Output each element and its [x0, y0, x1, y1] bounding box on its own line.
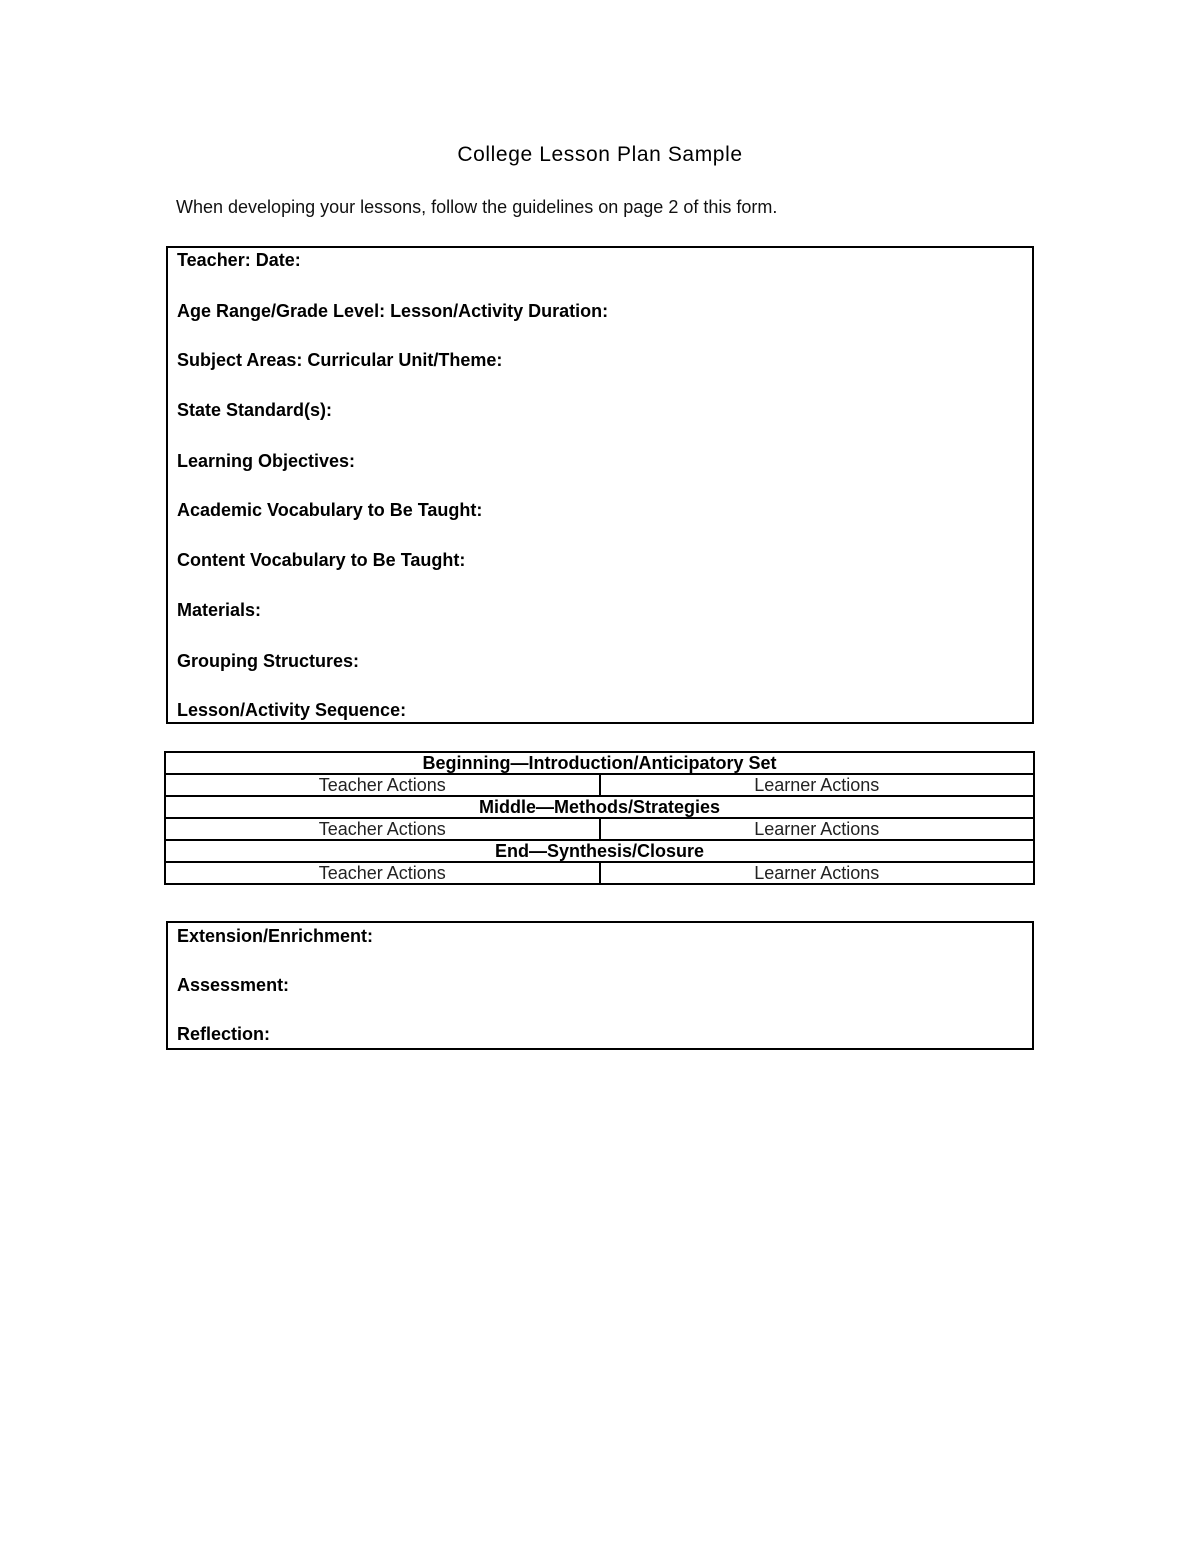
teacher-actions-cell: Teacher Actions	[165, 774, 600, 796]
subject-areas-field: Subject Areas: Curricular Unit/Theme:	[177, 350, 503, 370]
intro-text: When developing your lessons, follow the guidelines on page 2 of this form.	[176, 197, 778, 217]
content-vocabulary-field: Content Vocabulary to Be Taught:	[177, 550, 466, 570]
phase-beginning-header: Beginning—Introduction/Anticipatory Set	[165, 752, 1034, 774]
teacher-actions-cell: Teacher Actions	[165, 862, 600, 884]
table-row	[165, 840, 1034, 862]
learning-objectives-field: Learning Objectives:	[177, 451, 356, 471]
materials-field: Materials:	[177, 600, 262, 620]
phase-end-header: End—Synthesis/Closure	[165, 840, 1034, 862]
page-title: College Lesson Plan Sample	[457, 143, 743, 166]
table-row	[165, 796, 1034, 818]
lesson-info-box	[166, 246, 1034, 724]
sequence-table	[164, 751, 1035, 885]
table-row	[165, 862, 1034, 884]
table-row	[165, 818, 1034, 840]
assessment-field: Assessment:	[177, 975, 290, 995]
extension-enrichment-field: Extension/Enrichment:	[177, 926, 374, 946]
phase-middle-header: Middle—Methods/Strategies	[165, 796, 1034, 818]
reflection-field: Reflection:	[177, 1024, 271, 1044]
academic-vocabulary-field: Academic Vocabulary to Be Taught:	[177, 500, 483, 520]
closing-info-box	[166, 921, 1034, 1050]
learner-actions-cell: Learner Actions	[600, 774, 1035, 796]
age-range-duration-field: Age Range/Grade Level: Lesson/Activity Duration:	[177, 301, 609, 321]
learner-actions-cell: Learner Actions	[600, 818, 1035, 840]
table-row	[165, 774, 1034, 796]
lesson-sequence-field: Lesson/Activity Sequence:	[177, 700, 407, 720]
grouping-structures-field: Grouping Structures:	[177, 651, 360, 671]
teacher-actions-cell: Teacher Actions	[165, 818, 600, 840]
state-standards-field: State Standard(s):	[177, 400, 333, 420]
teacher-date-field: Teacher: Date:	[177, 250, 301, 270]
learner-actions-cell: Learner Actions	[600, 862, 1035, 884]
table-row	[165, 752, 1034, 774]
